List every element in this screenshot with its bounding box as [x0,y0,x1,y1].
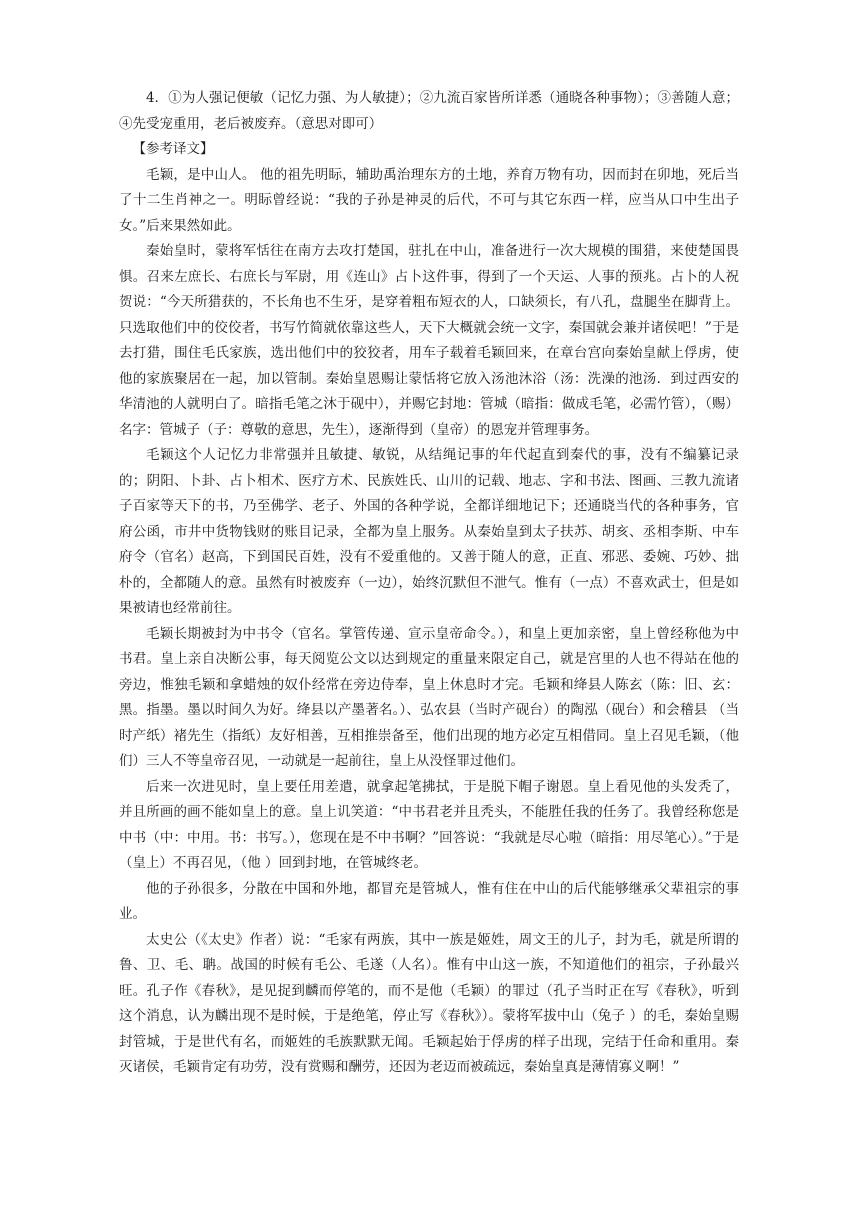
answer-item-4: 4．①为人强记便敏（记忆力强、为人敏捷）；②九流百家皆所详悉（通晓各种事物）；③善随人意；④先受宠重用，老后被废弃。（意思对即可） [119,90,739,132]
translation-paragraph: 太史公（《太史》作者）说：“毛家有两族，其中一族是姬姓，周文王的儿子，封为毛，就是所谓的鲁、卫、毛、聃。战国的时候有毛公、毛遂（人名）。惟有中山这一族，不知道他们的祖宗，子孙最兴旺。孔子作《春秋》，是见捉到麟而停笔的，而不是他（毛颖）的罪过（孔子当时正在写《春秋》，听到这个消息，认为麟出现不是时候，于是绝笔，停止写《春秋》）。蒙将军拔中山（兔子 ）的毛，秦始皇赐封管城，于是世代有名，而姬姓的毛族默默无闻。毛颖起始于俘虏的样子出现，完结于任命和重用。秦灭诸侯，毛颖肯定有功劳，没有赏赐和酬劳，还因为老迈而被疏远，秦始皇真是薄情寡义啊！” [119,931,739,1075]
translation-heading: 【参考译文】 [132,141,214,157]
translation-paragraph: 毛颖长期被封为中书令（官名。掌管传递、宣示皇帝命令。），和皇上更加亲密，皇上曾经称他为中书君。皇上亲自决断公事，每天阅览公文以达到规定的重量来限定自己，就是宫里的人也不得站在他的旁边，惟独毛颖和拿蜡烛的奴仆经常在旁边侍奉，皇上休息时才完。毛颖和绛县人陈玄（陈：旧、玄：黑。指墨。墨以时间久为好。绛县以产墨著名。）、弘农县（当时产砚台）的陶泓（砚台）和会稽县 （当时产纸）褚先生（指纸）友好相善，互相推崇备至，他们出现的地方必定互相借同。皇上召见毛颖，（他们）三人不等皇帝召见，一动就是一起前往，皇上从没怪罪过他们。 [119,625,739,769]
translation-paragraph: 毛颖，是中山人。 他的祖先明眎，辅助禹治理东方的土地，养育万物有功，因而封在卯地，死后当了十二生肖神之一。明眎曾经说：“我的子孙是神灵的后代，不可与其它东西一样，应当从口中生出子女。”后来果然如此。 [119,166,739,234]
document-body [119,86,739,1081]
translation-paragraph: 后来一次进见时，皇上要任用差遣，就拿起笔拂拭，于是脱下帽子谢恩。皇上看见他的头发秃了，并且所画的画不能如皇上的意。皇上讥笑道：“中书君老并且秃头，不能胜任我的任务了。我曾经称您是中书（中：中用。书：书写。），您现在是不中书啊？”回答说：“我就是尽心啦（暗指：用尽笔心）。”于是（皇上）不再召见，（他 ）回到封地，在管城终老。 [119,778,739,871]
translation-paragraph: 秦始皇时，蒙将军恬往在南方去攻打楚国，驻扎在中山，准备进行一次大规模的围猎，来使楚国畏惧。召来左庶长、右庶长与军尉，用《连山》占卜这件事，得到了一个天运、人事的预兆。占卜的人祝贺说：“今天所猎获的，不长角也不生牙，是穿着粗布短衣的人，口缺须长，有八孔，盘腿坐在脚背上。只选取他们中的佼佼者，书写竹简就依靠这些人，天下大概就会统一文字，秦国就会兼并诸侯吧！”于是去打猎，围住毛氏家族，选出他们中的狡狡者，用车子载着毛颖回来，在章台宫向秦始皇献上俘虏，使他的家族聚居在一起，加以管制。秦始皇恩赐让蒙恬将它放入汤池沐浴（汤：洗澡的池汤．到过西安的华清池的人就明白了。暗指毛笔之沐于砚中），并赐它封地：管城（暗指：做成毛笔，必需竹管），（赐）名字：管城子（子：尊敬的意思，先生），逐渐得到（皇帝）的恩宠并管理事务。 [119,243,739,438]
translation-paragraph: 他的子孙很多，分散在中国和外地，都冒充是管城人，惟有住在中山的后代能够继承父辈祖宗的事业。 [119,880,739,922]
translation-paragraph: 毛颖这个人记忆力非常强并且敏捷、敏锐，从结绳记事的年代起直到秦代的事，没有不编纂记录的；阴阳、卜卦、占卜相术、医疗方术、民族姓氏、山川的记载、地志、字和书法、图画、三教九流诸子百家等天下的书，乃至佛学、老子、外国的各种学说，全都详细地记下；还通晓当代的各种事务，官府公函，市井中货物钱财的账目记录，全都为皇上服务。从秦始皇到太子扶苏、胡亥、丞相李斯、中车府令（官名）赵高，下到国民百姓，没有不爱重他的。又善于随人的意，正直、邪恶、委婉、巧妙、拙朴的，全都随人的意。虽然有时被废弃（一边），始终沉默但不泄气。惟有（一点）不喜欢武士，但是如果被请也经常前往。 [119,447,739,616]
